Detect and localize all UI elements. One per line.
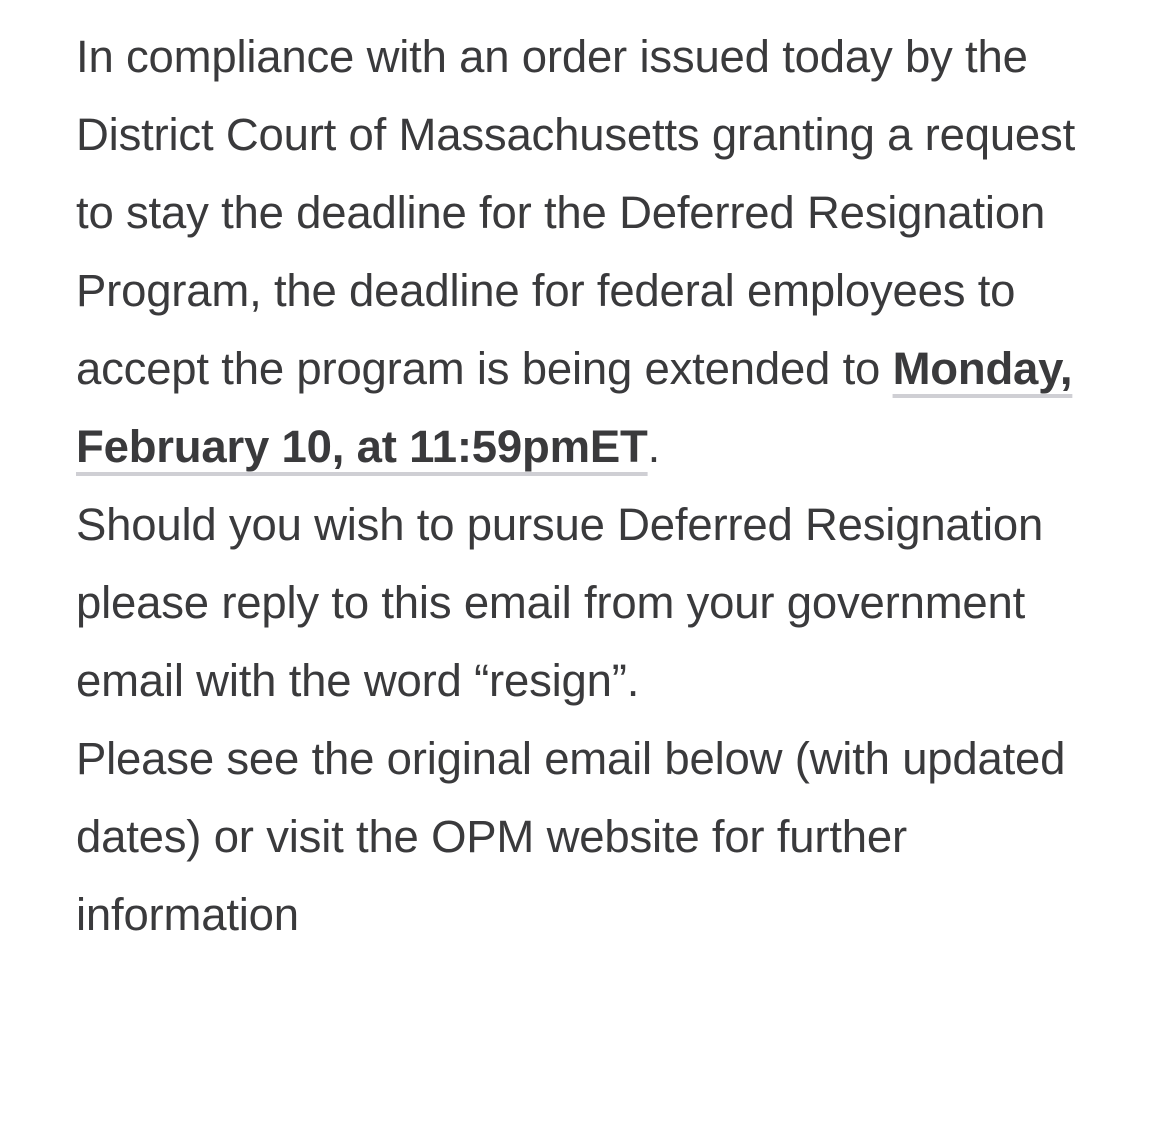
email-body <box>76 18 1116 954</box>
further-info-paragraph: Please see the original email below (with updated dates) or visit the OPM website for further information <box>76 733 1066 940</box>
announcement-paragraph <box>76 18 1116 486</box>
announcement-text: In compliance with an order issued today by the District Court of Massachusetts granting a request to stay the deadline for the Deferred Resignation Program, the deadline for federal employees to accept the program is being extended to <box>76 31 1076 394</box>
instructions-paragraph: Should you wish to pursue Deferred Resignation please reply to this email from your government email with the word “resign”. <box>76 499 1044 706</box>
deadline-date-link[interactable]: Monday, February 10, at 11:59pmET <box>76 343 1073 472</box>
announcement-period: . <box>647 421 661 472</box>
